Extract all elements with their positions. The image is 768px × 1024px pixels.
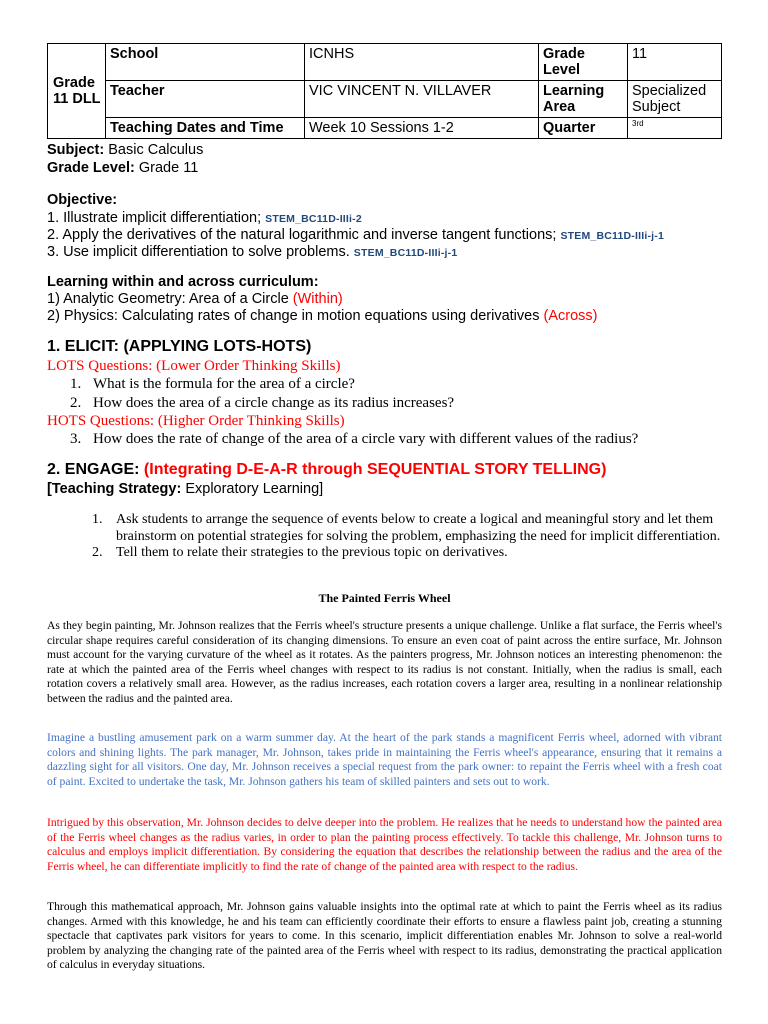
header-table: [47, 43, 722, 139]
school-label: School: [106, 44, 305, 81]
strategy-value: Exploratory Learning]: [185, 481, 324, 497]
competency-code: STEM_BC11D-IIIi-j-1: [560, 230, 665, 242]
quarter-sup: rd: [636, 119, 644, 129]
teacher-label: Teacher: [106, 81, 305, 118]
step-item: [92, 512, 722, 545]
step-text: Tell them to relate their strategies to the previous topic on derivatives.: [116, 545, 508, 560]
story-paragraph-1: As they begin painting, Mr. Johnson realizes that the Ferris wheel's structure presents a unique challenge. Unlike a flat surface, the Ferris wheel's circular shape requires careful consideration of its changing dimensions. To ensure an even coat of paint across the entire surface, Mr. Johnson must account for the varying curvature of the wheel as it rotates. As the painters progress, Mr. Johnson notices an interesting phenomenon: the rate at which the painted area of the Ferris wheel changes with respect to its radius is not constant. Initially, when the radius is small, each rotation covers a relatively small area. However, as the radius increases, each rotation covers a larger area, resulting in a nonlinear relationship between the radius and the painted area.: [47, 619, 722, 705]
curriculum-item: [47, 307, 597, 325]
question-text: What is the formula for the area of a circle?: [93, 376, 355, 392]
quarter-label: Quarter: [539, 118, 628, 139]
engage-subtitle: (Integrating D-E-A-R through SEQUENTIAL STORY TELLING): [143, 461, 607, 478]
objective-text: 2. Apply the derivatives of the natural logarithmic and inverse tangent functions;: [47, 227, 557, 243]
school-value: ICNHS: [305, 44, 539, 81]
curriculum-text: 2) Physics: Calculating rates of change in motion equations using derivatives: [47, 308, 540, 324]
subject-value: Basic Calculus: [108, 142, 204, 158]
hots-heading: HOTS Questions: (Higher Order Thinking Skills): [47, 413, 345, 429]
hots-question: [70, 430, 638, 448]
strategy-bracket: [: [47, 481, 52, 497]
grade-level-line-label: Grade Level:: [47, 160, 135, 176]
dates-label: Teaching Dates and Time: [106, 118, 305, 139]
lots-heading: LOTS Questions: (Lower Order Thinking Skills): [47, 358, 341, 374]
question-text: How does the rate of change of the area of a circle vary with different values of the radius?: [93, 431, 639, 447]
quarter-num: 3: [632, 119, 637, 129]
grade-level-label: Grade Level: [539, 44, 628, 81]
question-number: 2.: [70, 395, 82, 411]
lots-question: [70, 394, 454, 412]
curriculum-tag: (Within): [292, 291, 343, 307]
lots-question: [70, 375, 355, 393]
question-number: 1.: [70, 376, 82, 392]
grade-level-value: 11: [628, 44, 722, 81]
engage-steps: [92, 512, 722, 562]
curriculum-heading: Learning within and across curriculum:: [47, 274, 319, 290]
step-item: [92, 545, 722, 562]
strategy-label: Teaching Strategy:: [51, 481, 182, 497]
objective-text: 1. Illustrate implicit differentiation;: [47, 210, 262, 226]
curriculum-tag: (Across): [543, 308, 598, 324]
story-title: The Painted Ferris Wheel: [318, 591, 451, 605]
curriculum-text: 1) Analytic Geometry: Area of a Circle: [47, 291, 289, 307]
dates-value: Week 10 Sessions 1-2: [305, 118, 539, 139]
subject-line: [47, 141, 203, 159]
teaching-strategy: [47, 480, 323, 498]
objective-text: 3. Use implicit differentiation to solve problems.: [47, 244, 350, 260]
teacher-value: VIC VINCENT N. VILLAVER: [305, 81, 539, 118]
objective-item: [47, 243, 457, 262]
step-text: Ask students to arrange the sequence of events below to create a logical and meaningful story and let them brainstorm on potential strategies for solving the problem, emphasizing the need for implicit differentiation.: [116, 512, 721, 544]
competency-code: STEM_BC11D-IIIi-2: [265, 213, 362, 225]
quarter-value: [628, 118, 722, 139]
story-paragraph-3: Intrigued by this observation, Mr. Johnson decides to delve deeper into the problem. He realizes that he needs to understand how the painted area of the Ferris wheel changes as the radius varies, in order to plan the painting process effectively. To tackle this challenge, Mr. Johnson turns to calculus and employs implicit differentiation. By considering the equation that describes the relationship between the radius and the area of the Ferris wheel, he can differentiate implicitly to find the rate of change of the painted area with respect to the radius.: [47, 816, 722, 873]
story-paragraph-4: Through this mathematical approach, Mr. Johnson gains valuable insights into the optimal rate at which to paint the Ferris wheel as its radius changes. Armed with this knowledge, he and his team can efficiently coordinate their efforts to ensure a flawless paint job, creating a stunning spectacle that captivates park visitors for years to come. In this scenario, implicit differentiation enables Mr. Johnson to solve a real-world problem by analyzing the changing rate of the painted area of the Ferris wheel with respect to its radius, demonstrating the practical application of calculus in everyday situations.: [47, 900, 722, 971]
grade-dll-cell: Grade 11 DLL: [48, 44, 106, 139]
story-paragraph-2: Imagine a bustling amusement park on a warm summer day. At the heart of the park stands a magnificent Ferris wheel, adorned with vibrant colors and shining lights. The park manager, Mr. Johnson, takes pride in maintaining the Ferris wheel's appearance, ensuring that it remains a dazzling sight for all visitors. One day, Mr. Johnson receives a special request from the park owner: to repaint the Ferris wheel with a fresh coat of paint. Excited to undertake the task, Mr. Johnson gathers his team of skilled painters and sets out to work.: [47, 731, 722, 788]
question-number: 3.: [70, 431, 82, 447]
learning-area-label: Learning Area: [539, 81, 628, 118]
grade-level-line-value: Grade 11: [138, 160, 199, 176]
engage-label: 2. ENGAGE:: [47, 461, 140, 478]
curriculum-item: [47, 290, 343, 308]
elicit-heading: 1. ELICIT: (APPLYING LOTS-HOTS): [47, 338, 312, 355]
objective-heading: Objective:: [47, 192, 118, 208]
subject-label: Subject:: [47, 142, 105, 158]
step-number: 1.: [92, 512, 103, 527]
competency-code: STEM_BC11D-IIIi-j-1: [353, 247, 458, 259]
engage-heading: [47, 461, 606, 479]
question-text: How does the area of a circle change as its radius increases?: [93, 395, 455, 411]
grade-level-line: [47, 159, 198, 177]
step-number: 2.: [92, 545, 103, 560]
learning-area-value: Specialized Subject: [628, 81, 722, 118]
